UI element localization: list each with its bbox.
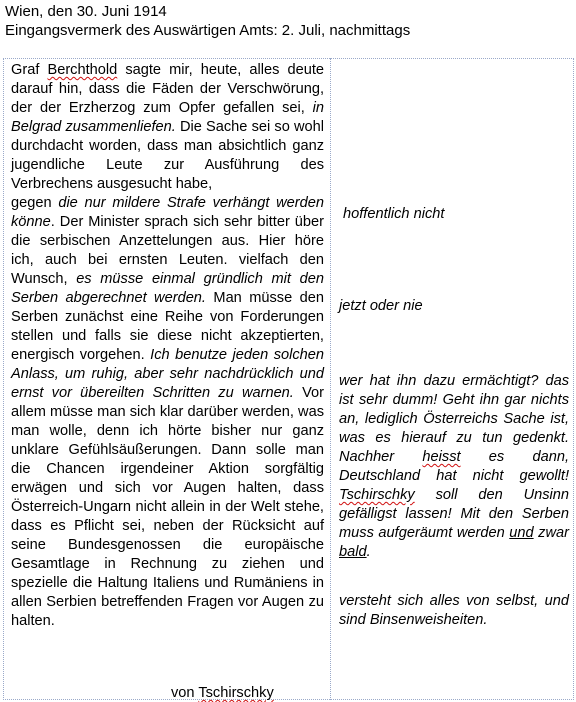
signature-line: [171, 684, 274, 702]
note-word-tschirschky: Tschirschky: [339, 487, 415, 503]
text-run: sagte mir, heute, alles deute darauf hin, dass die Fäden der Verschwörung, der der Erzherzog zum Opfer gefallen sei,: [11, 62, 324, 116]
emphasis-run: die nur mildere Strafe verhängt werden könne: [11, 194, 324, 230]
signature-prefix: von: [171, 685, 199, 701]
margin-note-2: jetzt oder nie: [339, 298, 423, 314]
margin-note-4: versteht sich alles von selbst, und sind Binsenweisheiten.: [339, 593, 569, 628]
text-run: Man müsse den Serben zunächst eine Reihe von Forderungen stellen und falls sie diese nicht akzeptierten, energisch vorgehen.: [11, 289, 324, 363]
text-run: Vor allem müsse man sich klar darüber werden, was man wolle, denn ich hörte bisher nur ganz unklare Gefühlsäußerungen. Dann solle man die Chancen irgendeiner Aktion sorgfältig erwägen und sich vor Augen halten, dass Österreich-Ungarn nicht allein in der Welt stehe, dass es Pflicht sei, neben der Rücksicht auf seine Bundesgenossen die europäische Gesamtlage in Rechnung zu ziehen und spezielle die Haltung Italiens und Rumäniens in allen Serbien betreffenden Fragen vor Augen zu halten.: [11, 384, 324, 629]
margin-note-1: hoffentlich nicht: [343, 206, 445, 222]
column-divider: [330, 58, 331, 700]
emphasis-run: Ich benutze jeden solchen Anlass, um ruhig, aber sehr nachdrücklich und ernst vor übereilten Schritten zu warnen.: [11, 346, 325, 401]
receipt-note-line: Eingangsvermerk des Auswärtigen Amts: 2. Juli, nachmittags: [5, 22, 411, 39]
report-paragraph-1: [11, 61, 324, 194]
margin-note-3: [339, 372, 569, 562]
note-word-heisst: heisst: [422, 449, 461, 465]
note-run: zwar: [533, 525, 569, 541]
emphasis-run: es müsse einmal gründlich mit den Serben abgerechnet werden.: [11, 270, 324, 306]
date-line: Wien, den 30. Juni 1914: [5, 3, 167, 20]
report-text: [11, 61, 324, 631]
text-run: Die Sache sei so wohl durchdacht worden, dass man absichtlich ganz jugendliche Leute zur Ausführung des Verbrechens ausgesucht habe,: [11, 118, 325, 192]
note-underlined-bald: bald: [339, 544, 367, 560]
note-run: soll den Unsinn gefälligst lassen! Mit den Serben muss aufgeräumt werden: [339, 487, 569, 541]
signature-name: Tschirschky: [198, 685, 274, 701]
note-underlined-und: und: [509, 525, 534, 541]
text-run: Graf: [11, 62, 48, 78]
emphasis-run: in Belgrad zusammenliefen.: [11, 99, 324, 135]
note-run: es dann, Deutschland hat nicht gewollt!: [339, 449, 569, 484]
text-run: . Der Minister sprach sich sehr bitter über die serbischen Anzettelungen aus. Hier höre ich, auch bei ernsten Leuten. vielfach den Wunsch,: [11, 213, 324, 287]
name-berchthold: Berchthold: [47, 62, 118, 78]
report-paragraph-2: [11, 194, 324, 631]
text-run: gegen: [11, 194, 59, 211]
note-run: .: [366, 544, 371, 560]
note-run: wer hat ihn dazu ermächtigt? das ist sehr dumm! Geht ihn gar nichts an, lediglich Österreichs Sache ist, was es hierauf zu tun gedenkt. Nachher: [339, 373, 569, 465]
